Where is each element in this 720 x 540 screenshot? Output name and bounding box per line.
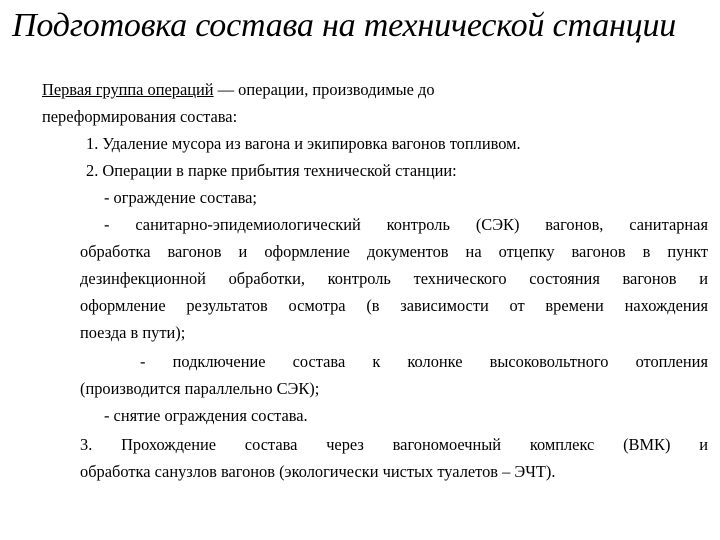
sub-item-fence: - ограждение состава; — [104, 188, 257, 207]
sub-item-sek-line-2: обработка вагонов и оформление документов на отцепку вагонов в пункт — [80, 242, 708, 261]
sub-item-heating-line-1: - подключение состава к колонке высоковольтного отопления — [140, 352, 708, 371]
item-2: 2. Операции в парке прибытия технической станции: — [86, 161, 457, 180]
intro-line-2: переформирования состава: — [42, 107, 238, 126]
sub-item-sek-line-1: - санитарно-эпидемиологический контроль (СЭК) вагонов, санитарная — [104, 215, 708, 234]
item-1: 1. Удаление мусора из вагона и экипировка вагонов топливом. — [86, 134, 521, 153]
intro-line — [42, 80, 435, 100]
sub-item-sek-line-4: оформление результатов осмотра (в зависимости от времени нахождения — [80, 296, 708, 315]
page-title: Подготовка состава на технической станции — [12, 7, 677, 44]
sub-item-sek-line-5: поезда в пути); — [80, 323, 186, 342]
sub-item-sek-line-3: дезинфекционной обработки, контроль технического состояния вагонов и — [80, 269, 708, 288]
sub-item-unfence: - снятие ограждения состава. — [104, 406, 308, 425]
sub-item-heating-line-2: (производится параллельно СЭК); — [80, 379, 320, 398]
item-3-line-1: 3. Прохождение состава через вагономоечный комплекс (ВМК) и — [80, 435, 708, 454]
intro-rest: — операции, производимые до — [213, 80, 435, 99]
item-3-line-2: обработка санузлов вагонов (экологически чистых туалетов – ЭЧТ). — [80, 462, 556, 481]
intro-term: Первая группа операций — [42, 80, 214, 99]
